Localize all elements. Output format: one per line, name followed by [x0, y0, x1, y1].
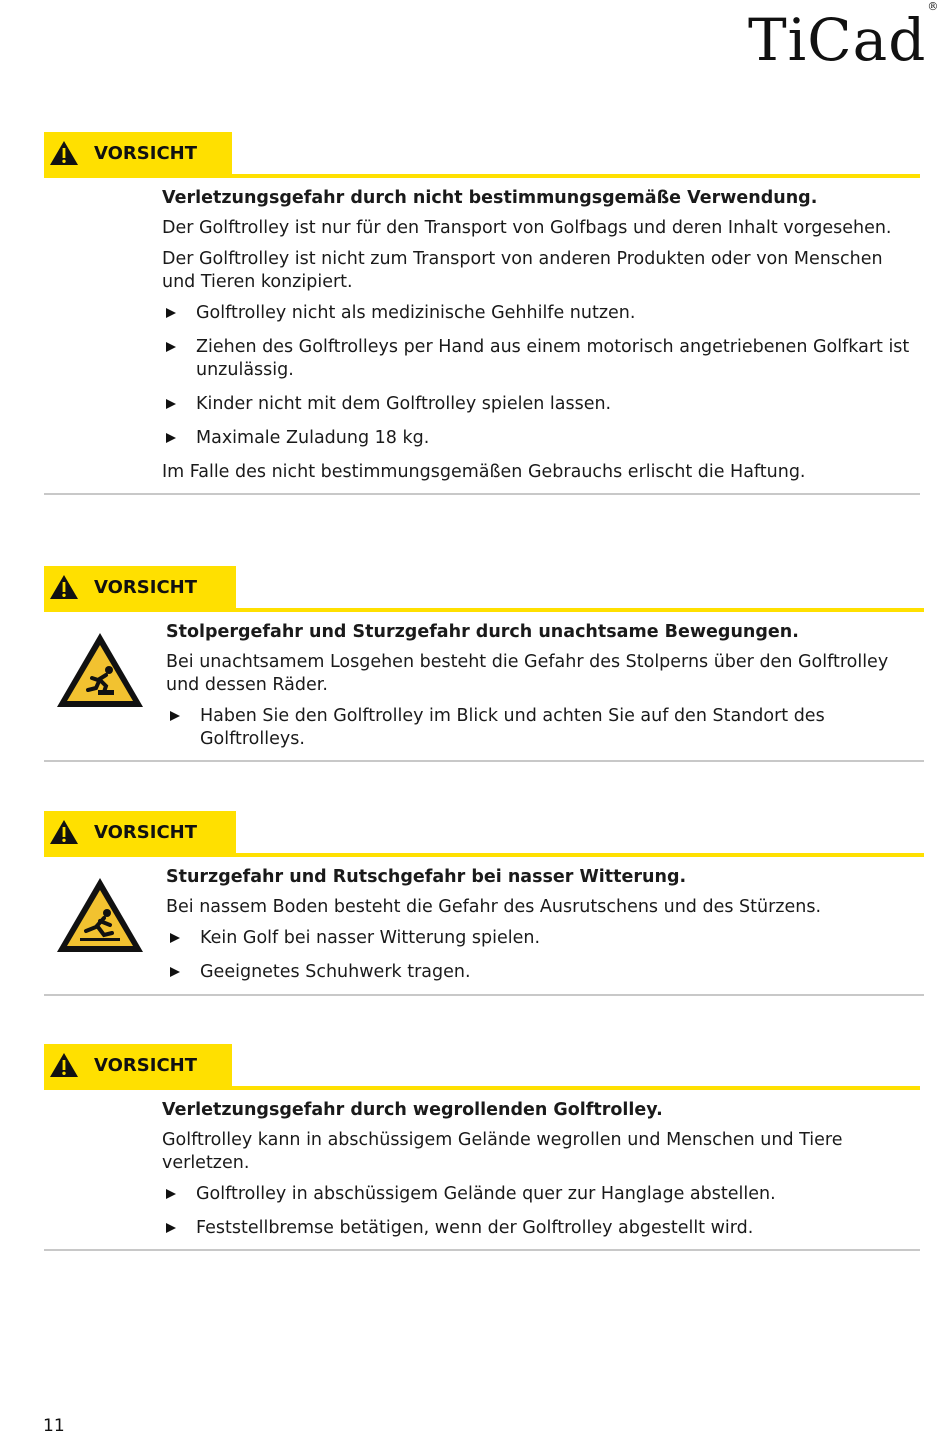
warning-triangle-icon [49, 819, 79, 845]
paragraph: Der Golftrolley ist nicht zum Transport von anderen Produkten oder von Menschen und Tieren konzipiert. [162, 249, 883, 292]
caution-body [44, 178, 920, 495]
list-item [162, 427, 920, 450]
registered-mark: ® [927, 0, 940, 13]
caution-label: VORSICHT [94, 142, 197, 164]
list-item [166, 705, 924, 751]
bullet-arrow-icon [166, 1189, 176, 1199]
warning-triangle-icon [49, 1052, 79, 1078]
caution-section-slip [44, 811, 924, 996]
list-item [162, 336, 920, 382]
bullet-arrow-icon [170, 711, 180, 721]
paragraph: Bei unachtsamem Losgehen besteht die Gefahr des Stolperns über den Golftrolley und dessen Räder. [166, 652, 889, 695]
caution-label-box [44, 566, 236, 608]
list-item [162, 393, 920, 416]
page-number: 11 [43, 1416, 65, 1435]
list-item-text: Ziehen des Golftrolleys per Hand aus einem motorisch angetriebenen Golfkart ist unzulässig. [196, 337, 910, 380]
list-item [166, 927, 924, 950]
bullet-arrow-icon [170, 967, 180, 977]
caution-body [44, 612, 924, 762]
list-item [162, 1183, 920, 1206]
bullet-arrow-icon [166, 342, 176, 352]
caution-label-box [44, 1044, 232, 1086]
logo-text: TiCad [748, 6, 927, 74]
bullet-list [166, 705, 924, 751]
paragraph: Bei nassem Boden besteht die Gefahr des Ausrutschens und des Stürzens. [166, 897, 822, 917]
warning-triangle-icon [49, 140, 79, 166]
caution-label-box [44, 132, 232, 174]
caution-header [44, 811, 924, 857]
list-item-text: Golftrolley in abschüssigem Gelände quer zur Hanglage abstellen. [196, 1184, 776, 1204]
caution-label-box [44, 811, 236, 853]
warning-triangle-icon [49, 574, 79, 600]
list-item-text: Geeignetes Schuhwerk tragen. [200, 962, 471, 982]
caution-title: Sturzgefahr und Rutschgefahr bei nasser Witterung. [166, 867, 687, 887]
slip-hazard-sign-icon [54, 875, 146, 955]
bullet-list [166, 927, 924, 984]
caution-header [44, 1044, 920, 1090]
caution-label: VORSICHT [94, 1054, 197, 1076]
list-item [162, 1217, 920, 1240]
bullet-arrow-icon [170, 933, 180, 943]
list-item-text: Golftrolley nicht als medizinische Gehhilfe nutzen. [196, 303, 636, 323]
caution-header [44, 132, 920, 178]
list-item [166, 961, 924, 984]
caution-section-trip [44, 566, 924, 762]
caution-label: VORSICHT [94, 576, 197, 598]
bullet-arrow-icon [166, 399, 176, 409]
caution-section-usage [44, 132, 920, 495]
paragraph: Der Golftrolley ist nur für den Transport von Golfbags und deren Inhalt vorgesehen. [162, 218, 892, 238]
caution-title: Stolpergefahr und Sturzgefahr durch unachtsame Bewegungen. [166, 622, 799, 642]
caution-header [44, 566, 924, 612]
list-item-text: Kein Golf bei nasser Witterung spielen. [200, 928, 541, 948]
list-item-text: Maximale Zuladung 18 kg. [196, 428, 430, 448]
list-item-text: Kinder nicht mit dem Golftrolley spielen lassen. [196, 394, 612, 414]
caution-section-rolling [44, 1044, 920, 1251]
bullet-list [162, 302, 920, 450]
bullet-arrow-icon [166, 433, 176, 443]
caution-body [44, 1090, 920, 1251]
caution-title: Verletzungsgefahr durch nicht bestimmungsgemäße Verwendung. [162, 188, 818, 208]
list-item-text: Feststellbremse betätigen, wenn der Golftrolley abgestellt wird. [196, 1218, 754, 1238]
trip-hazard-sign-icon [54, 630, 146, 710]
list-item [162, 302, 920, 325]
caution-label: VORSICHT [94, 821, 197, 843]
bullet-arrow-icon [166, 1223, 176, 1233]
liability-note: Im Falle des nicht bestimmungsgemäßen Gebrauchs erlischt die Haftung. [162, 462, 806, 482]
bullet-list [162, 1183, 920, 1240]
bullet-arrow-icon [166, 308, 176, 318]
paragraph: Golftrolley kann in abschüssigem Gelände wegrollen und Menschen und Tiere verletzen. [162, 1130, 843, 1173]
ticad-logo [748, 0, 940, 74]
caution-body [44, 857, 924, 996]
list-item-text: Haben Sie den Golftrolley im Blick und achten Sie auf den Standort des Golftrolleys. [200, 706, 825, 749]
caution-title: Verletzungsgefahr durch wegrollenden Golftrolley. [162, 1100, 663, 1120]
